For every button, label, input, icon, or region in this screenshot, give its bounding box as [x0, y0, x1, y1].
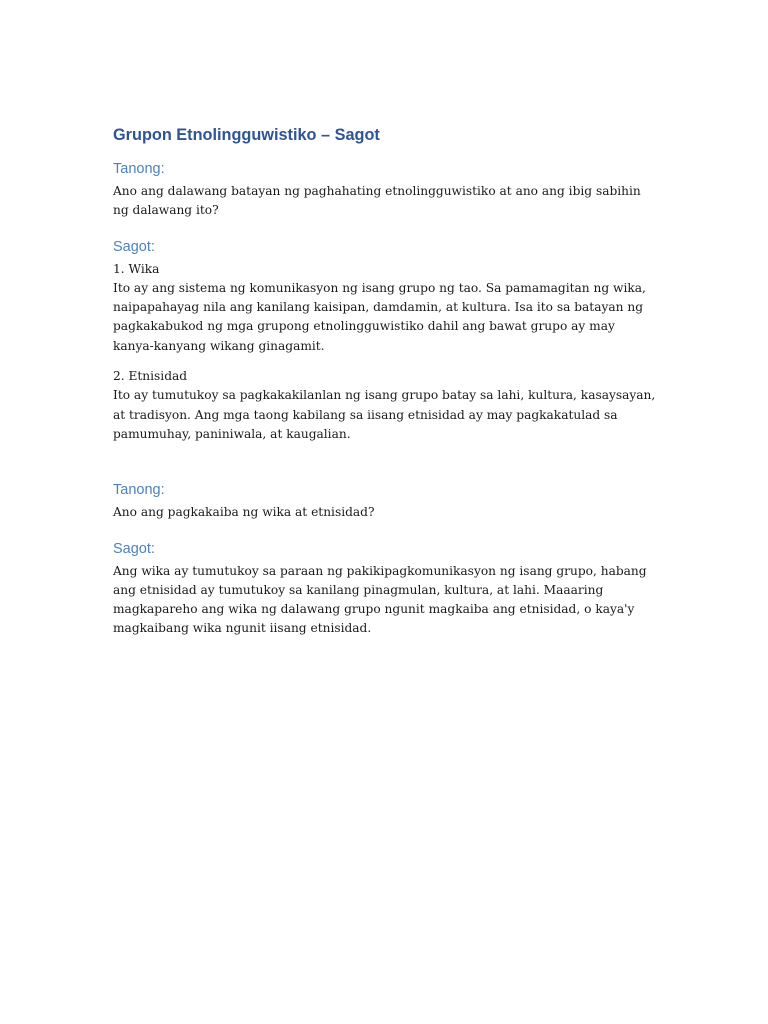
qa-section-2 — [113, 481, 658, 638]
answer-heading: Sagot: — [113, 540, 155, 557]
question-text: Ano ang dalawang batayan ng paghahating etnolingguwistiko at ano ang ibig sabihin ng dalawang ito? — [113, 184, 641, 218]
answer-item-etnisidad — [113, 367, 658, 444]
qa-section-1 — [113, 160, 658, 444]
question-text: Ano ang pagkakaiba ng wika at etnisidad? — [113, 505, 375, 520]
answer-item-label: 2. Etnisidad — [113, 369, 188, 384]
document-body — [113, 124, 658, 639]
answer-item-text: Ito ay ang sistema ng komunikasyon ng isang grupo ng tao. Sa pamamagitan ng wika, naipapahayag nila ang kanilang kaisipan, damdamin, at kultura. Isa ito sa batayan ng pagkakabukod ng mga grupong etnolingguwistiko dahil ang bawat grupo ay may kanya-kanyang wikang ginagamit. — [113, 280, 646, 353]
answer-item-text: Ito ay tumutukoy sa pagkakakilanlan ng isang grupo batay sa lahi, kultura, kasaysayan, at tradisyon. Ang mga taong kabilang sa iisang etnisidad ay may pagkakatulad sa pamumuhay, paniniwala, at kaugalian. — [113, 388, 656, 441]
answer-heading: Sagot: — [113, 238, 155, 255]
document-title: Grupon Etnolingguwistiko – Sagot — [113, 126, 380, 144]
section-spacer — [113, 455, 658, 481]
answer-item-wika — [113, 260, 658, 356]
answer-item-label: 1. Wika — [113, 261, 160, 276]
answer-text: Ang wika ay tumutukoy sa paraan ng pakikipagkomunikasyon ng isang grupo, habang ang etnisidad ay tumutukoy sa kanilang pinagmulan, kultura, at lahi. Maaaring magkapareho ang wika ng dalawang grupo ngunit magkaiba ang etnisidad, o kaya'y magkaibang wika ngunit iisang etnisidad. — [113, 563, 647, 636]
question-heading: Tanong: — [113, 161, 165, 177]
question-heading: Tanong: — [113, 482, 165, 499]
